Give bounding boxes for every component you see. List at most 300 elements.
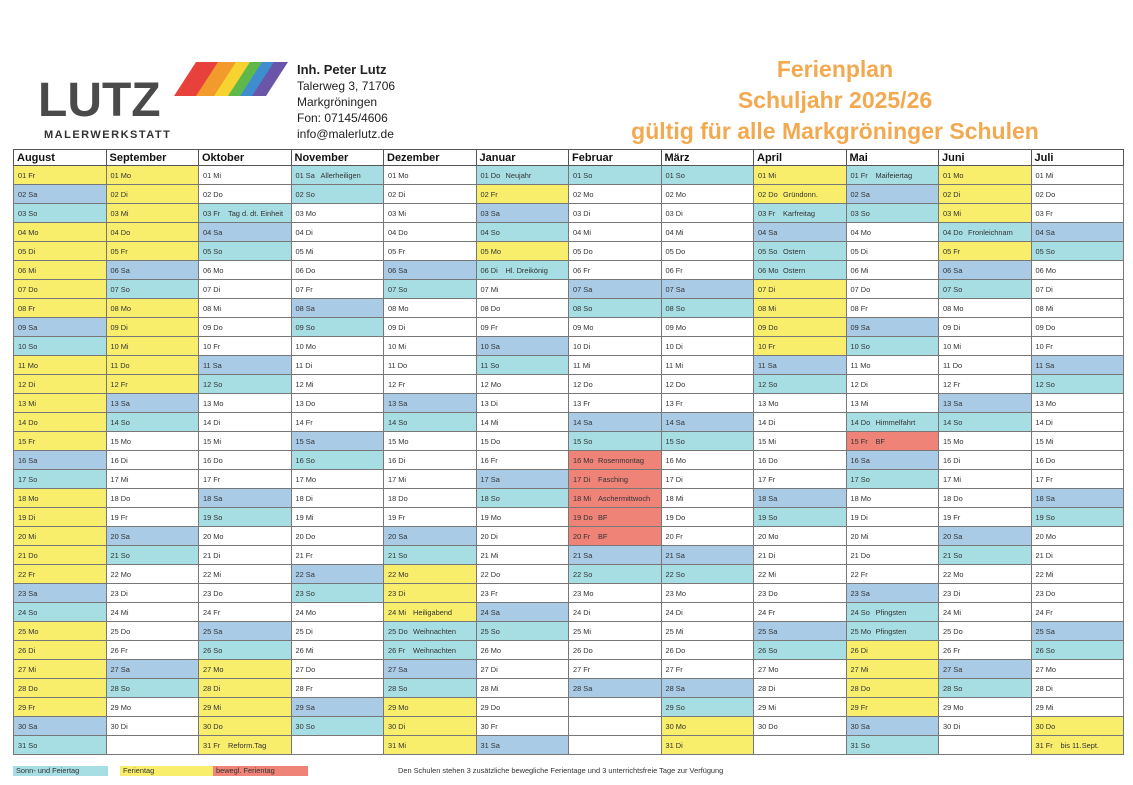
day-label: 25 Di — [295, 626, 313, 636]
day-cell — [199, 280, 292, 299]
day-label: 28 Di — [203, 683, 221, 693]
day-cell — [199, 337, 292, 356]
day-cell — [106, 166, 199, 185]
day-cell — [569, 622, 662, 641]
day-cell — [754, 356, 847, 375]
day-cell — [754, 242, 847, 261]
day-cell — [569, 242, 662, 261]
logo-text: LUTZ — [38, 74, 161, 127]
day-label: 14 So — [943, 417, 963, 427]
day-label: 20 Mo — [758, 531, 779, 541]
day-label: 12 Do — [573, 379, 593, 389]
day-label: 15 Mi — [203, 436, 222, 446]
day-label: 19 Fr — [110, 512, 128, 522]
day-cell — [569, 584, 662, 603]
day-cell — [569, 679, 662, 698]
day-label: 09 Di — [388, 322, 406, 332]
table-row — [14, 546, 1124, 565]
day-cell — [754, 166, 847, 185]
day-cell — [754, 185, 847, 204]
day-cell — [384, 622, 477, 641]
day-label: 29 Mo — [943, 702, 964, 712]
day-cell — [1031, 470, 1124, 489]
day-label: 29 So — [665, 702, 685, 712]
day-cell — [1031, 261, 1124, 280]
day-cell — [199, 622, 292, 641]
day-cell — [569, 565, 662, 584]
day-cell — [14, 413, 107, 432]
day-label: 26 Fr — [388, 645, 406, 655]
day-label: 18 So — [480, 493, 500, 503]
day-cell — [106, 736, 199, 755]
day-cell — [569, 375, 662, 394]
day-cell — [754, 546, 847, 565]
day-cell — [14, 660, 107, 679]
day-label: 29 Do — [480, 702, 501, 712]
day-label: 14 Sa — [665, 417, 685, 427]
day-cell — [14, 356, 107, 375]
day-cell — [846, 223, 939, 242]
day-label: 04 Mo — [18, 227, 39, 237]
holiday-name: Rosenmontag — [598, 455, 645, 465]
day-cell — [384, 394, 477, 413]
day-label: 12 Fr — [943, 379, 961, 389]
day-cell — [661, 451, 754, 470]
day-label: 23 Mo — [665, 588, 687, 598]
day-cell — [14, 432, 107, 451]
day-cell — [1031, 166, 1124, 185]
day-label: 05 So — [758, 246, 778, 256]
day-cell — [846, 717, 939, 736]
day-label: 04 So — [480, 227, 500, 237]
day-cell — [939, 508, 1032, 527]
table-row — [14, 584, 1124, 603]
day-cell — [106, 261, 199, 280]
day-cell — [476, 470, 569, 489]
day-cell — [569, 413, 662, 432]
day-label: 26 Mi — [295, 645, 314, 655]
day-label: 12 Mi — [295, 379, 314, 389]
day-cell — [1031, 223, 1124, 242]
day-cell — [939, 394, 1032, 413]
day-cell — [846, 470, 939, 489]
day-cell — [569, 299, 662, 318]
day-label: 01 So — [665, 170, 685, 180]
day-label: 26 Mo — [480, 645, 502, 655]
day-cell — [384, 204, 477, 223]
day-label: 18 Mo — [850, 493, 872, 503]
month-header: April — [754, 150, 847, 166]
day-cell — [1031, 337, 1124, 356]
day-cell — [661, 337, 754, 356]
day-label: 08 So — [573, 303, 593, 313]
day-cell — [754, 489, 847, 508]
day-label: 22 Mi — [1035, 569, 1054, 579]
day-label: 04 Di — [295, 227, 313, 237]
day-label: 27 Mi — [850, 664, 869, 674]
day-label: 19 Do — [665, 512, 686, 522]
day-cell — [569, 261, 662, 280]
day-label: 02 Sa — [850, 189, 870, 199]
table-row — [14, 565, 1124, 584]
day-label: 28 So — [388, 683, 408, 693]
day-label: 20 Sa — [943, 531, 963, 541]
day-cell — [661, 546, 754, 565]
day-cell — [1031, 641, 1124, 660]
day-label: 28 Di — [1035, 683, 1053, 693]
month-header: Februar — [569, 150, 662, 166]
day-cell — [291, 622, 384, 641]
day-label: 01 Mi — [1035, 170, 1054, 180]
day-label: 22 Fr — [18, 569, 36, 579]
table-row — [14, 337, 1124, 356]
day-cell — [384, 565, 477, 584]
day-label: 17 Sa — [480, 474, 500, 484]
day-cell — [384, 546, 477, 565]
day-cell — [106, 223, 199, 242]
day-cell — [754, 565, 847, 584]
day-cell — [846, 413, 939, 432]
day-label: 24 So — [18, 607, 38, 617]
day-cell — [939, 565, 1032, 584]
day-label: 30 Mo — [665, 721, 687, 731]
day-cell — [291, 546, 384, 565]
holiday-calendar-table — [13, 149, 1124, 755]
day-cell — [106, 337, 199, 356]
day-cell — [846, 622, 939, 641]
day-cell — [14, 717, 107, 736]
day-label: 06 Fr — [573, 265, 591, 275]
day-cell — [384, 356, 477, 375]
day-label: 12 Di — [850, 379, 868, 389]
day-label: 16 Mo — [665, 455, 687, 465]
day-cell — [199, 166, 292, 185]
day-label: 11 So — [480, 360, 500, 370]
day-label: 02 Di — [110, 189, 128, 199]
page-scope: gültig für alle Markgröninger Schulen — [631, 118, 1039, 144]
day-cell — [846, 280, 939, 299]
day-cell — [384, 660, 477, 679]
legend-sonn-feiertag: Sonn- und Feiertag — [13, 766, 108, 776]
day-cell — [384, 337, 477, 356]
day-label: 21 Di — [203, 550, 221, 560]
day-label: 26 Do — [573, 645, 593, 655]
day-cell — [14, 546, 107, 565]
day-cell — [939, 584, 1032, 603]
day-label: 07 Di — [758, 284, 776, 294]
day-label: 10 So — [18, 341, 38, 351]
company-address — [297, 62, 395, 142]
day-label: 09 Do — [203, 322, 223, 332]
day-cell — [754, 508, 847, 527]
day-cell — [476, 413, 569, 432]
day-cell — [846, 261, 939, 280]
day-cell — [14, 223, 107, 242]
day-label: 19 Mi — [295, 512, 314, 522]
phone: Fon: 07145/4606 — [297, 111, 388, 125]
day-label: 04 Mi — [665, 227, 684, 237]
day-label: 17 Di — [665, 474, 683, 484]
day-label: 03 So — [18, 208, 38, 218]
day-label: 01 Mi — [758, 170, 777, 180]
day-cell — [846, 204, 939, 223]
day-label: 27 Fr — [665, 664, 683, 674]
day-cell — [939, 299, 1032, 318]
day-cell — [1031, 622, 1124, 641]
day-label: 10 Fr — [203, 341, 221, 351]
day-cell — [846, 375, 939, 394]
table-row — [14, 375, 1124, 394]
email: info@malerlutz.de — [297, 127, 394, 141]
day-label: 09 Di — [110, 322, 128, 332]
day-label: 27 Mo — [1035, 664, 1057, 674]
table-row — [14, 204, 1124, 223]
day-label: 28 Fr — [295, 683, 313, 693]
day-cell — [846, 337, 939, 356]
day-label: 12 Mo — [480, 379, 502, 389]
day-label: 23 Do — [203, 588, 223, 598]
day-cell — [661, 432, 754, 451]
day-label: 05 Do — [665, 246, 686, 256]
month-header: September — [106, 150, 199, 166]
day-label: 13 Mo — [203, 398, 224, 408]
day-label: 22 So — [573, 569, 593, 579]
day-cell — [939, 432, 1032, 451]
day-cell — [384, 261, 477, 280]
day-label: 19 Fr — [388, 512, 406, 522]
table-row — [14, 736, 1124, 755]
day-label: 16 Do — [203, 455, 223, 465]
table-row — [14, 470, 1124, 489]
holiday-name: BF — [598, 531, 608, 541]
day-label: 16 Do — [758, 455, 778, 465]
table-row — [14, 318, 1124, 337]
day-cell — [106, 413, 199, 432]
day-cell — [661, 318, 754, 337]
day-label: 31 Di — [665, 740, 683, 750]
day-label: 12 So — [758, 379, 778, 389]
day-label: 18 Sa — [758, 493, 778, 503]
holiday-name: BF — [598, 512, 608, 522]
day-cell — [939, 204, 1032, 223]
day-label: 17 Fr — [203, 474, 221, 484]
day-label: 20 Di — [480, 531, 498, 541]
month-header: März — [661, 150, 754, 166]
day-cell — [384, 299, 477, 318]
holiday-name: bis 11.Sept. — [1060, 740, 1099, 750]
legend-ferientag: Ferientag — [120, 766, 215, 776]
table-row — [14, 698, 1124, 717]
day-label: 04 Sa — [203, 227, 223, 237]
day-label: 28 Do — [850, 683, 871, 693]
day-cell — [1031, 413, 1124, 432]
day-cell — [106, 565, 199, 584]
day-cell — [384, 584, 477, 603]
day-cell — [14, 641, 107, 660]
day-cell — [939, 280, 1032, 299]
day-cell — [569, 546, 662, 565]
holiday-name: BF — [875, 436, 885, 446]
day-label: 23 Sa — [850, 588, 870, 598]
day-cell — [661, 565, 754, 584]
day-cell — [754, 622, 847, 641]
day-label: 03 Mo — [295, 208, 317, 218]
day-label: 08 So — [665, 303, 685, 313]
day-cell — [476, 432, 569, 451]
day-cell — [199, 413, 292, 432]
owner-name: Inh. Peter Lutz — [297, 62, 387, 77]
day-cell — [939, 318, 1032, 337]
day-cell — [939, 603, 1032, 622]
day-label: 23 Sa — [18, 588, 38, 598]
day-label: 24 Mo — [295, 607, 317, 617]
page-title: Ferienplan — [776, 56, 894, 82]
day-label: 30 Sa — [850, 721, 870, 731]
table-row — [14, 641, 1124, 660]
day-cell — [661, 698, 754, 717]
day-label: 16 So — [295, 455, 315, 465]
day-label: 02 Do — [203, 189, 223, 199]
day-label: 03 Di — [573, 208, 591, 218]
table-row — [14, 261, 1124, 280]
day-label: 13 Fr — [573, 398, 591, 408]
day-label: 29 Mo — [110, 702, 132, 712]
holiday-name: Hl. Dreikönig — [505, 265, 548, 275]
table-row — [14, 603, 1124, 622]
day-label: 08 Mi — [758, 303, 777, 313]
table-row — [14, 299, 1124, 318]
day-cell — [291, 318, 384, 337]
day-label: 06 Do — [295, 265, 316, 275]
city: Markgröningen — [297, 95, 378, 109]
day-cell — [754, 527, 847, 546]
day-label: 24 Fr — [203, 607, 221, 617]
day-label: 10 Di — [665, 341, 683, 351]
day-label: 24 Mi — [943, 607, 962, 617]
day-cell — [939, 261, 1032, 280]
day-label: 04 Do — [943, 227, 963, 237]
day-cell — [199, 565, 292, 584]
day-label: 06 Sa — [110, 265, 130, 275]
day-label: 11 Mi — [665, 360, 684, 370]
day-label: 14 Fr — [295, 417, 313, 427]
day-label: 21 So — [110, 550, 130, 560]
day-cell — [384, 375, 477, 394]
day-cell — [476, 679, 569, 698]
day-label: 21 Sa — [573, 550, 593, 560]
day-label: 05 Fr — [110, 246, 128, 256]
day-label: 25 Mi — [665, 626, 684, 636]
day-label: 12 Do — [665, 379, 686, 389]
day-label: 29 Fr — [850, 702, 868, 712]
day-label: 09 Mo — [573, 322, 594, 332]
day-label: 04 Mo — [850, 227, 872, 237]
day-label: 02 Mo — [665, 189, 687, 199]
day-label: 26 Di — [850, 645, 868, 655]
day-cell — [384, 603, 477, 622]
day-cell — [14, 508, 107, 527]
day-label: 30 Do — [758, 721, 778, 731]
day-cell — [291, 451, 384, 470]
day-cell — [14, 470, 107, 489]
day-label: 26 Do — [665, 645, 686, 655]
day-cell — [291, 508, 384, 527]
day-label: 21 Do — [850, 550, 871, 560]
day-label: 29 Mo — [388, 702, 409, 712]
day-cell — [384, 318, 477, 337]
month-header: Juni — [939, 150, 1032, 166]
day-cell — [939, 356, 1032, 375]
day-cell — [291, 432, 384, 451]
day-cell — [1031, 375, 1124, 394]
day-label: 16 Fr — [480, 455, 498, 465]
month-header: Dezember — [384, 150, 477, 166]
day-label: 10 So — [850, 341, 870, 351]
day-cell — [291, 660, 384, 679]
day-label: 16 Di — [943, 455, 961, 465]
day-cell — [476, 337, 569, 356]
day-label: 14 Di — [758, 417, 776, 427]
holiday-name: Maifeiertag — [875, 170, 913, 180]
day-cell — [14, 204, 107, 223]
day-cell — [291, 337, 384, 356]
day-cell — [1031, 451, 1124, 470]
day-cell — [846, 299, 939, 318]
day-cell — [476, 242, 569, 261]
day-cell — [106, 470, 199, 489]
day-cell — [846, 185, 939, 204]
day-cell — [661, 641, 754, 660]
day-cell — [569, 470, 662, 489]
day-cell — [476, 318, 569, 337]
day-label: 21 Di — [1035, 550, 1053, 560]
day-cell — [106, 584, 199, 603]
day-cell — [106, 641, 199, 660]
day-label: 23 Do — [758, 588, 778, 598]
day-cell — [384, 679, 477, 698]
day-label: 19 Di — [18, 512, 36, 522]
day-cell — [384, 451, 477, 470]
day-cell — [846, 565, 939, 584]
table-row — [14, 280, 1124, 299]
day-label: 06 Di — [480, 265, 498, 275]
day-label: 27 Sa — [110, 664, 130, 674]
day-cell — [291, 394, 384, 413]
day-cell — [939, 717, 1032, 736]
day-label: 24 So — [850, 607, 870, 617]
day-label: 27 Mo — [758, 664, 779, 674]
day-cell — [846, 698, 939, 717]
day-cell — [661, 204, 754, 223]
table-row — [14, 508, 1124, 527]
day-label: 13 Do — [295, 398, 316, 408]
day-cell — [384, 508, 477, 527]
day-label: 27 Do — [295, 664, 316, 674]
day-label: 15 So — [665, 436, 685, 446]
table-row — [14, 394, 1124, 413]
month-header: August — [14, 150, 107, 166]
day-cell — [939, 698, 1032, 717]
day-cell — [199, 546, 292, 565]
day-label: 04 Sa — [758, 227, 778, 237]
day-label: 16 Di — [110, 455, 128, 465]
day-label: 05 Mo — [480, 246, 502, 256]
day-cell — [939, 679, 1032, 698]
day-cell — [754, 432, 847, 451]
holiday-name: Tag d. dt. Einheit — [228, 208, 284, 218]
day-cell — [291, 280, 384, 299]
day-cell — [661, 717, 754, 736]
